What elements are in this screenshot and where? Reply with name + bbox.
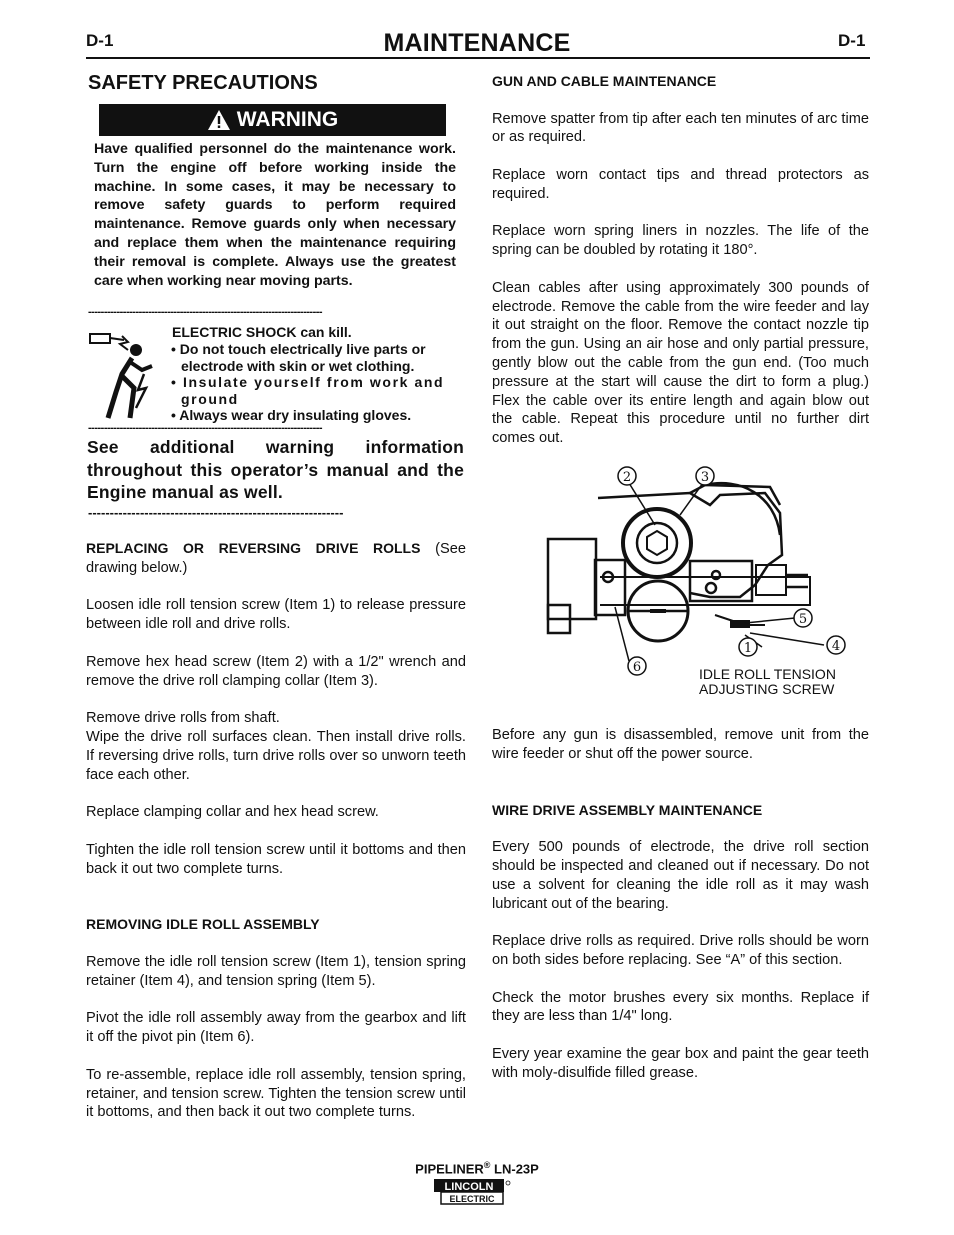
dashed-separator: ----------------------------------------------------------- bbox=[88, 505, 344, 520]
callout-label: 3 bbox=[700, 470, 710, 485]
paragraph: Check the motor brushes every six months. Replace if they are less than 1/4" long. bbox=[492, 989, 869, 1025]
registered-mark: ® bbox=[483, 1160, 491, 1170]
drive-roll-assembly-drawing bbox=[540, 465, 850, 700]
paragraph: Loosen idle roll tension screw (Item 1) to release pressure between idle roll and drive rolls. bbox=[86, 597, 466, 633]
product-name: PIPELINER bbox=[415, 1161, 484, 1177]
footer-product-name bbox=[0, 1160, 954, 1176]
shock-item: • Always wear dry insulating gloves. bbox=[171, 407, 412, 423]
warning-text: Have qualified personnel do the maintenance work. Turn the engine off before working inside the machine. In some cases, it may be necessary to remove safety guards to perform required maintenance. Remove guards only when necessary and replace them when the maintenance requiring their removal is complete. Always use the greatest care when working near moving parts. bbox=[94, 141, 456, 289]
paragraph: Pivot the idle roll assembly away from the gearbox and lift it off the pivot pin (Item 6). bbox=[86, 1010, 466, 1046]
paragraph: Clean cables after using approximately 300 pounds of electrode. Remove the cable from the wire feeder and lay it out straight on the floor. Remove the contact nozzle tip from the gun. Using an air hose and only partial pressure, gently blow out the cable from the gun end. (Too much pressure at the start will cause the dirt to form a plug.) Flex the cable over its entire length and again blow out the cable. Repeat this procedure until no further dirt comes out. bbox=[492, 279, 869, 447]
paragraph: Every year examine the gear box and paint the gear teeth with moly-disulfide filled grease. bbox=[492, 1045, 869, 1081]
header-rule bbox=[86, 57, 870, 59]
page-title: MAINTENANCE bbox=[383, 29, 571, 57]
logo-top-text: LINCOLN bbox=[444, 1181, 494, 1193]
dashed-separator: -------------------------------------------------------------------------- bbox=[88, 306, 323, 318]
paragraph: Remove the idle roll tension screw (Item 1), tension spring retainer (Item 4), and tension spring (Item 5). bbox=[86, 953, 466, 989]
callout-label: 2 bbox=[622, 470, 632, 485]
paragraph: Replace clamping collar and hex head screw. bbox=[86, 804, 379, 821]
callout-label: 5 bbox=[798, 612, 808, 627]
callout-label: 4 bbox=[831, 639, 841, 654]
figure-caption-line2: ADJUSTING SCREW bbox=[699, 681, 835, 697]
drive-rolls-heading: REPLACING OR REVERSING DRIVE ROLLS bbox=[86, 540, 421, 556]
wire-drive-heading: WIRE DRIVE ASSEMBLY MAINTENANCE bbox=[492, 801, 763, 818]
paragraph: Remove drive rolls from shaft. bbox=[86, 710, 280, 727]
paragraph: Remove spatter from tip after each ten minutes of arc time or as required. bbox=[492, 110, 869, 146]
page-code-right: D-1 bbox=[838, 31, 866, 50]
paragraph: Wipe the drive roll surfaces clean. Then install drive rolls. If reversing drive rolls, turn drive rolls over so unworn teeth face each other. bbox=[86, 728, 466, 783]
paragraph: Replace drive rolls as required. Drive rolls should be worn on both sides before replacing. See “A” of this section. bbox=[492, 933, 869, 968]
drive-rolls-heading-suffix: (See drawing below.) bbox=[86, 541, 466, 576]
paragraph: Tighten the idle roll tension screw until it bottoms and then back it out two complete turns. bbox=[86, 841, 466, 877]
shock-list bbox=[171, 341, 466, 424]
paragraph: Every 500 pounds of electrode, the drive roll section should be inspected and cleaned out if necessary. Do not use a solvent for cleaning the idle roll as it may wash lubricant out of the bearing. bbox=[492, 839, 869, 912]
warning-label: WARNING bbox=[236, 108, 339, 131]
warning-triangle-icon bbox=[207, 109, 231, 131]
paragraph: Replace worn spring liners in nozzles. The life of the spring can be doubled by rotating it 180°. bbox=[492, 223, 869, 259]
gun-cable-heading: GUN AND CABLE MAINTENANCE bbox=[492, 73, 717, 89]
lincoln-electric-logo bbox=[433, 1178, 511, 1206]
paragraph: To re-assemble, replace idle roll assembly, tension spring, retainer, and tension screw. Tighten the tension screw until it bottoms, and then back it out two complete turns. bbox=[86, 1066, 466, 1121]
safety-title: SAFETY PRECAUTIONS bbox=[88, 72, 318, 94]
drive-rolls-heading-line bbox=[86, 539, 466, 578]
shock-title: ELECTRIC SHOCK can kill. bbox=[172, 324, 352, 340]
shock-item: • Insulate yourself from work and ground bbox=[171, 374, 445, 407]
model-name: LN-23P bbox=[490, 1161, 539, 1177]
callout-label: 1 bbox=[743, 641, 753, 656]
electric-shock-icon bbox=[86, 330, 166, 430]
paragraph: Before any gun is disassembled, remove unit from the wire feeder or shut off the power source. bbox=[492, 727, 869, 762]
paragraph: Replace worn contact tips and thread protectors as required. bbox=[492, 166, 869, 202]
right-column-top bbox=[492, 72, 869, 448]
dashed-separator: -------------------------------------------------------------------------- bbox=[88, 422, 323, 434]
logo-bottom-text: ELECTRIC bbox=[449, 1194, 495, 1204]
warning-banner bbox=[99, 104, 446, 136]
left-column bbox=[86, 539, 466, 1122]
page-code-left: D-1 bbox=[86, 31, 114, 50]
callout-label: 6 bbox=[632, 660, 642, 675]
idle-roll-heading: REMOVING IDLE ROLL ASSEMBLY bbox=[86, 916, 320, 933]
figure-caption-line1: IDLE ROLL TENSION bbox=[699, 666, 836, 682]
paragraph: Remove hex head screw (Item 2) with a 1/2" wrench and remove the drive roll clamping collar (Item 3). bbox=[86, 653, 466, 689]
additional-warning-note: See additional warning information throughout this operator’s manual and the Engine manual as well. bbox=[87, 437, 464, 502]
shock-item: • Do not touch electrically live parts or electrode with skin or wet clothing. bbox=[171, 341, 426, 374]
right-column-bottom bbox=[492, 726, 869, 1083]
